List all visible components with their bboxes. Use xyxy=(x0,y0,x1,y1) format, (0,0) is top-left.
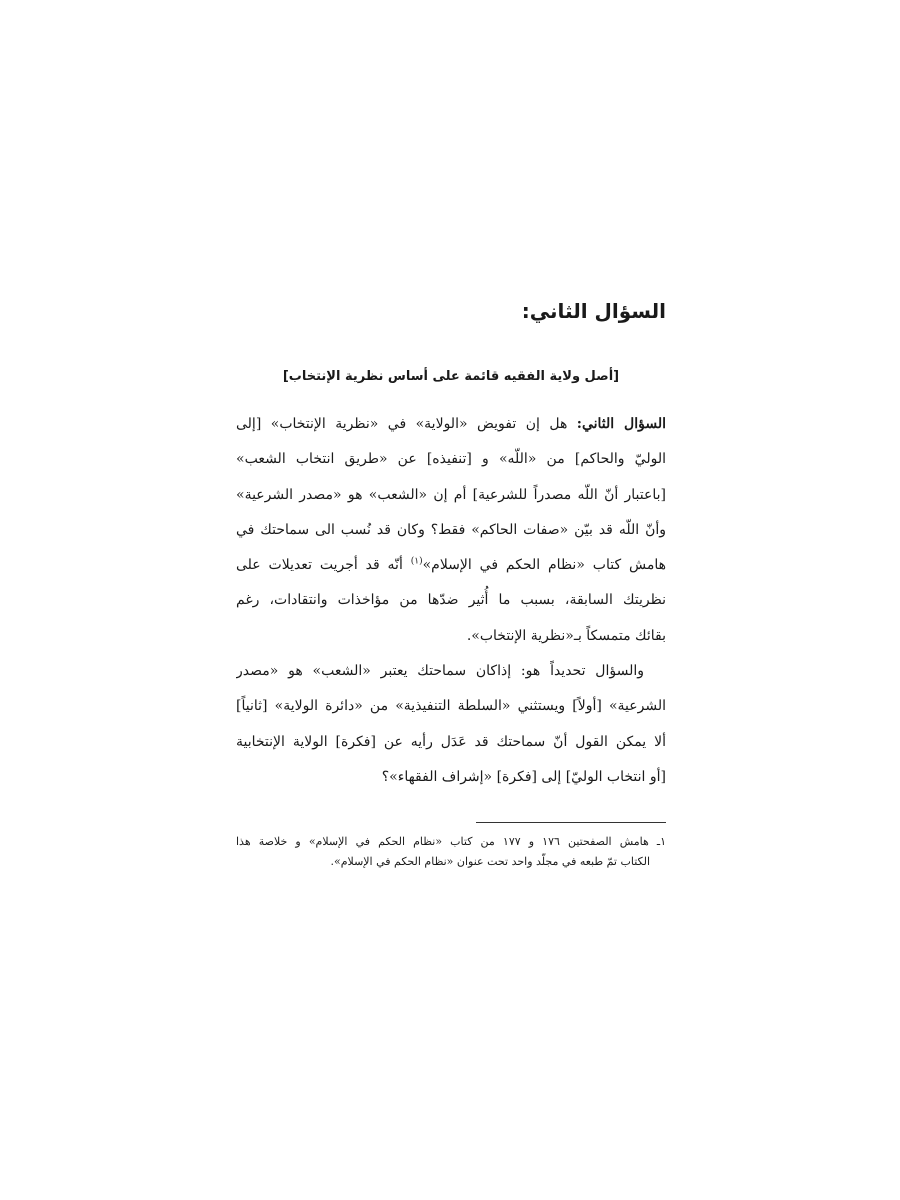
paragraph-line: الوليّ والحاكم] من «اللّه» و [تنفيذه] عن «طريق انتخاب الشعب» xyxy=(236,451,666,468)
section-heading: [أصل ولاية الفقيه قائمة على أساس نظرية الإنتخاب] xyxy=(282,369,620,384)
paragraph-line: نظريتك السابقة، بسبب ما أُثير ضدّها من مؤاخذات وانتقادات، رغم xyxy=(236,592,666,609)
paragraph-line: والسؤال تحديداً هو: إذاكان سماحتك يعتبر «الشعب» هو «مصدر xyxy=(236,663,644,680)
paragraph-line: بقائك متمسكاً بـ«نظرية الإنتخاب». xyxy=(466,627,666,644)
paragraph-line: ألا يمكن القول أنّ سماحتك قد عَدَل رأيه عن [فكرة] الولاية الإنتخابية xyxy=(236,733,666,750)
paragraph-line xyxy=(236,407,666,442)
book-page xyxy=(236,0,666,1200)
footnote-reference[interactable]: (١) xyxy=(410,556,423,567)
paragraph-line-text: هامش كتاب «نظام الحكم في الإسلام» xyxy=(422,557,666,574)
question-lead: السؤال الثاني: xyxy=(576,416,666,432)
footnote-line: ١ـ هامش الصفحتين ١٧٦ و ١٧٧ من كتاب «نظام الحكم في الإسلام» و خلاصة هذا xyxy=(236,835,666,848)
paragraph-line-text: أنّه قد أجريت تعديلات على xyxy=(236,557,411,574)
paragraph-line-text: هل إن تفويض «الولاية» في «نظرية الإنتخاب» [إلى xyxy=(236,416,577,432)
paragraph-2 xyxy=(236,654,666,795)
paragraph-1 xyxy=(236,407,666,654)
paragraph-line: [أو انتخاب الوليّ] إلى [فكرة] «إشراف الفقهاء»؟ xyxy=(381,768,666,785)
paragraph-line: [باعتبار أنّ اللّه مصدراً للشرعية] أم إن «الشعب» هو «مصدر الشرعية» xyxy=(236,486,666,503)
footnote xyxy=(236,832,666,872)
paragraph-line: وأنّ اللّه قد بيّن «صفات الحاكم» فقط؟ وكان قد نُسب الى سماحتك في xyxy=(236,521,666,538)
footnote-divider xyxy=(476,822,666,823)
paragraph-line: الشرعية» [أولاً] ويستثني «السلطة التنفيذية» من «دائرة الولاية» [ثانياً] xyxy=(236,698,666,715)
footnote-line: الكتاب تمّ طبعه في مجلّد واحد تحت عنوان «نظام الحكم في الإسلام». xyxy=(330,855,650,868)
paragraph-line xyxy=(236,548,666,583)
body-text xyxy=(236,407,666,795)
chapter-title: السؤال الثاني: xyxy=(521,299,666,323)
